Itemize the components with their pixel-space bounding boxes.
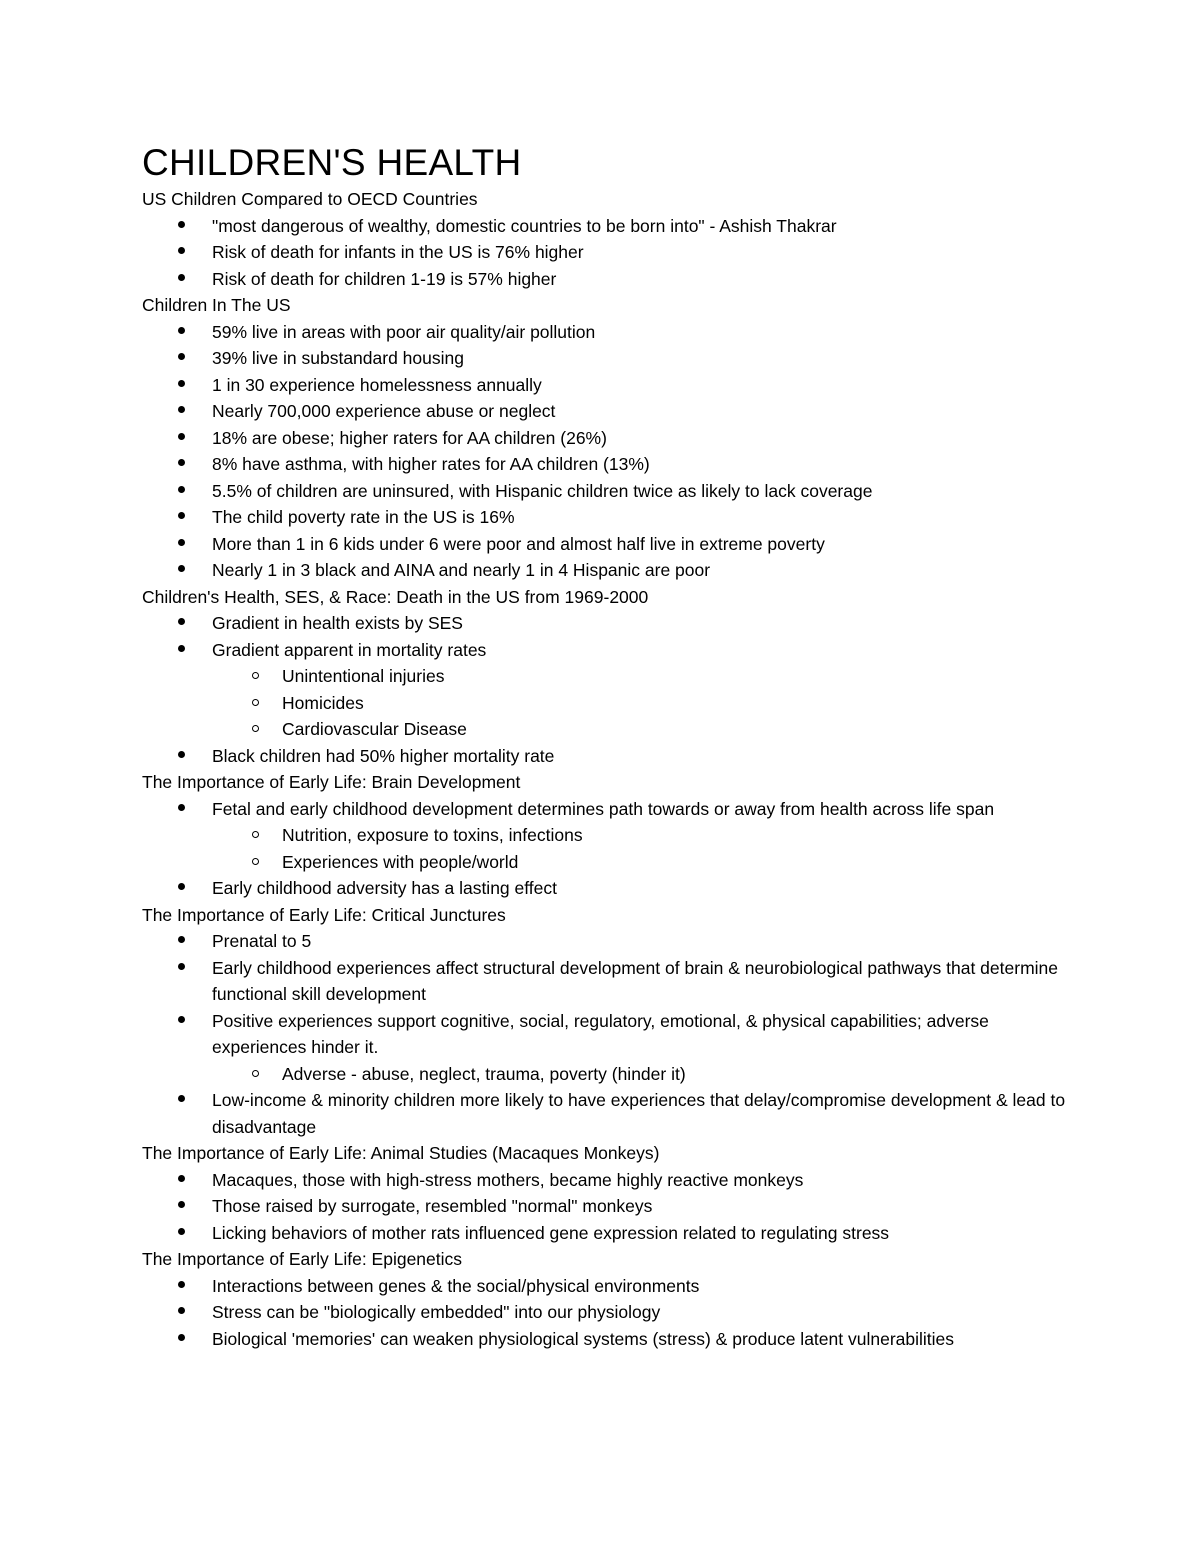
list-item [142, 345, 1082, 372]
list-item-text: 39% live in substandard housing [212, 348, 464, 368]
section-heading: US Children Compared to OECD Countries [142, 189, 478, 209]
bullet-dot-icon [178, 804, 185, 811]
bullet-dot-icon [178, 486, 185, 493]
section-heading: The Importance of Early Life: Brain Development [142, 772, 521, 792]
list-item-text: "most dangerous of wealthy, domestic countries to be born into" - Ashish Thakrar [212, 215, 837, 236]
list-item [142, 531, 1082, 558]
list-item-text: Biological 'memories' can weaken physiological systems (stress) & produce latent vulnerabilities [212, 1328, 955, 1349]
list-item [142, 451, 1082, 478]
list-item-text: The child poverty rate in the US is 16% [212, 507, 515, 527]
section [142, 902, 1082, 1141]
sub-list-item-text: Unintentional injuries [282, 666, 445, 686]
bullet-dot-icon [178, 1175, 185, 1182]
list-item [142, 398, 1082, 425]
bullet-dot-icon [178, 433, 185, 440]
bullet-list [142, 1167, 1082, 1247]
bullet-dot-icon [178, 1095, 185, 1102]
list-item [142, 425, 1082, 452]
bullet-dot-icon [178, 618, 185, 625]
list-item [142, 875, 1082, 902]
sub-list-item-text: Experiences with people/world [282, 851, 519, 872]
bullet-list [142, 1273, 1082, 1353]
list-item [142, 372, 1082, 399]
hollow-circle-icon [252, 831, 259, 838]
sub-list-item [212, 716, 1082, 743]
list-item [142, 955, 1082, 1008]
list-item [142, 478, 1082, 505]
list-item [142, 637, 1082, 743]
bullet-dot-icon [178, 645, 185, 652]
list-item-text: Macaques, those with high-stress mothers, became highly reactive monkeys [212, 1169, 804, 1190]
bullet-dot-icon [178, 459, 185, 466]
list-item [142, 743, 1082, 770]
sub-bullet-list [212, 663, 1082, 743]
section [142, 186, 1082, 292]
bullet-dot-icon [178, 539, 185, 546]
bullet-dot-icon [178, 247, 185, 254]
list-item [142, 1273, 1082, 1300]
bullet-list [142, 319, 1082, 584]
list-item-text: Nearly 1 in 3 black and AINA and nearly 1 in 4 Hispanic are poor [212, 560, 711, 580]
bullet-dot-icon [178, 353, 185, 360]
list-item [142, 1299, 1082, 1326]
list-item-text: Stress can be "biologically embedded" into our physiology [212, 1302, 661, 1322]
list-item [142, 213, 1082, 240]
list-item [142, 796, 1082, 876]
list-item-text: Low-income & minority children more likely to have experiences that delay/compromise development & lead to disadvantage [212, 1090, 1066, 1137]
bullet-dot-icon [178, 327, 185, 334]
bullet-dot-icon [178, 380, 185, 387]
list-item [142, 928, 1082, 955]
sub-list-item-text: Nutrition, exposure to toxins, infections [282, 825, 583, 845]
section [142, 1140, 1082, 1246]
sub-list-item-text: Adverse - abuse, neglect, trauma, poverty (hinder it) [282, 1063, 686, 1084]
list-item-text: Prenatal to 5 [212, 931, 312, 951]
sub-list-item [212, 663, 1082, 690]
list-item-text: Those raised by surrogate, resembled "normal" monkeys [212, 1196, 653, 1216]
sub-list-item-text: Homicides [282, 692, 364, 713]
bullet-dot-icon [178, 751, 185, 758]
bullet-dot-icon [178, 221, 185, 228]
list-item [142, 1193, 1082, 1220]
hollow-circle-icon [252, 858, 259, 865]
list-item-text: Gradient in health exists by SES [212, 613, 463, 633]
document-body [142, 186, 1082, 1352]
sub-list-item [212, 822, 1082, 849]
bullet-list [142, 928, 1082, 1140]
bullet-dot-icon [178, 1016, 185, 1023]
bullet-dot-icon [178, 1228, 185, 1235]
section-heading: The Importance of Early Life: Epigenetics [142, 1249, 463, 1269]
section-heading: Children's Health, SES, & Race: Death in the US from 1969-2000 [142, 586, 649, 607]
list-item [142, 1008, 1082, 1088]
section [142, 292, 1082, 584]
list-item [142, 1220, 1082, 1247]
list-item [142, 239, 1082, 266]
list-item-text: More than 1 in 6 kids under 6 were poor and almost half live in extreme poverty [212, 533, 825, 554]
bullet-dot-icon [178, 963, 185, 970]
list-item [142, 319, 1082, 346]
sub-list-item [212, 849, 1082, 876]
section [142, 584, 1082, 770]
list-item [142, 610, 1082, 637]
list-item-text: Gradient apparent in mortality rates [212, 639, 487, 660]
sub-list-item [212, 690, 1082, 717]
list-item-text: Early childhood experiences affect structural development of brain & neurobiological pathways that determine functional skill development [212, 957, 1058, 1004]
bullet-list [142, 610, 1082, 769]
list-item [142, 557, 1082, 584]
sub-list-item-text: Cardiovascular Disease [282, 719, 467, 739]
list-item-text: Nearly 700,000 experience abuse or neglect [212, 401, 556, 421]
list-item [142, 266, 1082, 293]
section [142, 769, 1082, 902]
bullet-dot-icon [178, 274, 185, 281]
list-item-text: 5.5% of children are uninsured, with Hispanic children twice as likely to lack coverage [212, 480, 873, 501]
sub-bullet-list [212, 1061, 1082, 1088]
bullet-dot-icon [178, 512, 185, 519]
bullet-list [142, 796, 1082, 902]
list-item-text: 1 in 30 experience homelessness annually [212, 374, 542, 395]
list-item-text: Black children had 50% higher mortality rate [212, 745, 555, 766]
list-item-text: 8% have asthma, with higher rates for AA children (13%) [212, 454, 650, 474]
list-item-text: Risk of death for children 1-19 is 57% higher [212, 268, 557, 289]
hollow-circle-icon [252, 725, 259, 732]
bullet-dot-icon [178, 406, 185, 413]
list-item-text: Fetal and early childhood development determines path towards or away from health across life span [212, 798, 995, 819]
list-item-text: Positive experiences support cognitive, social, regulatory, emotional, & physical capabilities; adverse experiences hinder it. [212, 1010, 989, 1057]
hollow-circle-icon [252, 699, 259, 706]
bullet-dot-icon [178, 883, 185, 890]
section-heading: Children In The US [142, 295, 291, 315]
list-item [142, 1167, 1082, 1194]
bullet-dot-icon [178, 1334, 185, 1341]
hollow-circle-icon [252, 672, 259, 679]
hollow-circle-icon [252, 1070, 259, 1077]
list-item-text: Early childhood adversity has a lasting effect [212, 878, 558, 898]
list-item-text: Licking behaviors of mother rats influenced gene expression related to regulating stress [212, 1222, 890, 1243]
bullet-dot-icon [178, 1281, 185, 1288]
section-heading: The Importance of Early Life: Animal Studies (Macaques Monkeys) [142, 1143, 660, 1163]
sub-list-item [212, 1061, 1082, 1088]
list-item-text: 18% are obese; higher raters for AA children (26%) [212, 427, 607, 448]
section-heading: The Importance of Early Life: Critical Junctures [142, 904, 506, 925]
bullet-list [142, 213, 1082, 293]
document-title: CHILDREN'S HEALTH [142, 142, 522, 183]
document-page [142, 140, 1082, 1352]
list-item [142, 504, 1082, 531]
section [142, 1246, 1082, 1352]
bullet-dot-icon [178, 936, 185, 943]
bullet-dot-icon [178, 1201, 185, 1208]
list-item [142, 1326, 1082, 1353]
sub-bullet-list [212, 822, 1082, 875]
list-item-text: 59% live in areas with poor air quality/air pollution [212, 321, 596, 342]
bullet-dot-icon [178, 1307, 185, 1314]
bullet-dot-icon [178, 565, 185, 572]
list-item-text: Interactions between genes & the social/physical environments [212, 1275, 700, 1296]
list-item [142, 1087, 1082, 1140]
list-item-text: Risk of death for infants in the US is 76% higher [212, 242, 584, 262]
